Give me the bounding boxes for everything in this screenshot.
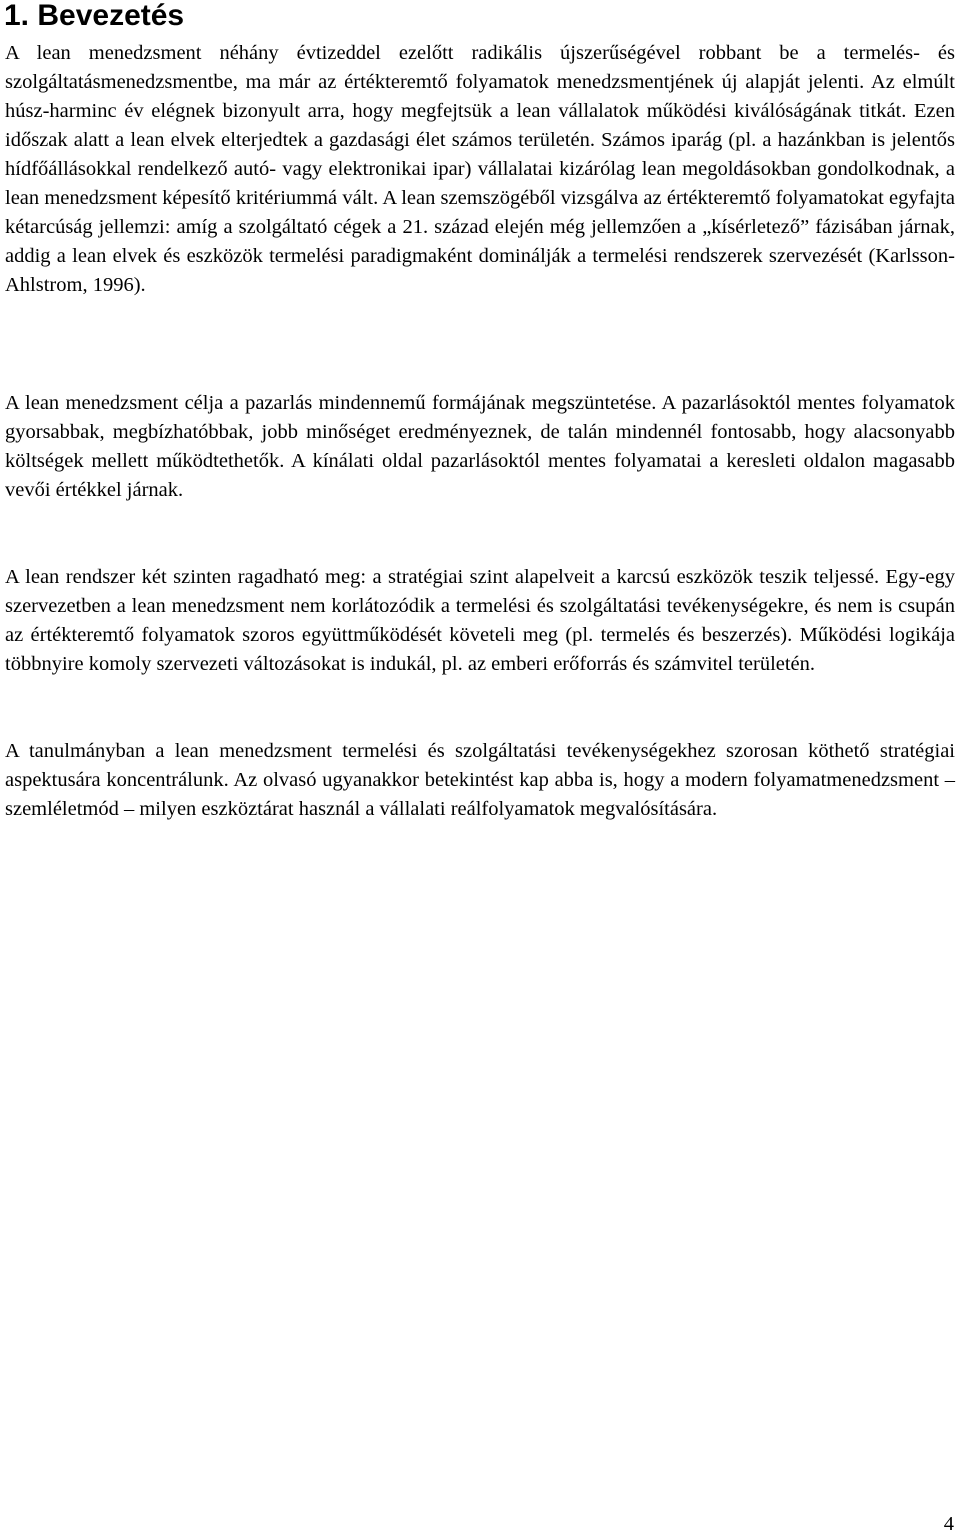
- paragraph-lean-system-levels: A lean rendszer két szinten ragadható meg: a stratégiai szint alapelveit a karcsú eszközök teszik teljessé. Egy-egy szervezetben a lean menedzsment nem korlátozódik a termelési és szolgáltatási tevékenységekre, és nem is csupán az értékteremtő folyamatok szoros együttműködését követeli meg (pl. termelés és beszerzés). Működési logikája többnyire komoly szervezeti változásokat is indukál, pl. az emberi erőforrás és számvitel területén.: [5, 566, 955, 675]
- section-heading: 1. Bevezetés: [4, 0, 185, 32]
- paragraph-study-focus: A tanulmányban a lean menedzsment termelési és szolgáltatási tevékenységekhez szorosan köthető stratégiai aspektusára koncentrálunk. Az olvasó ugyanakkor betekintést kap abba is, hogy a modern folyamatmenedzsment – szemléletmód – milyen eszköztárat használ a vállalati reálfolyamatok megvalósítására.: [5, 740, 955, 820]
- page-number: 4: [943, 1513, 954, 1535]
- paragraph-introduction: A lean menedzsment néhány évtizeddel ezelőtt radikális újszerűségével robbant be a termelés- és szolgáltatásmenedzsmentbe, ma már az értékteremtő folyamatok menedzsmentjének új alapját jelenti. Az elmúlt húsz-harminc év elégnek bizonyult arra, hogy megfejtsük a lean vállalatok működési kiválóságának titkát. Ezen időszak alatt a lean elvek elterjedtek a gazdasági élet számos területén. Számos iparág (pl. a hazánkban is jelentős hídfőállásokkal rendelkező autó- vagy elektronikai ipar) vállalatai kizárólag lean megoldásokban gondolkodnak, a lean menedzsment képesítő kritériummá vált. A lean szemszögéből vizsgálva az értékteremtő folyamatokat egyfajta kétarcúság jellemzi: amíg a szolgáltató cégek a 21. század elején még jellemzően a „kísérletező” fázisában járnak, addig a lean elvek és eszközök termelési paradigmaként dominálják a termelési rendszerek szervezését (Karlsson-Ahlstrom, 1996).: [5, 42, 955, 296]
- paragraph-lean-goal: A lean menedzsment célja a pazarlás mindennemű formájának megszüntetése. A pazarlásoktól mentes folyamatok gyorsabbak, megbízhatóbbak, jobb minőséget eredményeznek, de talán mindennél fontosabb, hogy alacsonyabb költségek mellett működtethetők. A kínálati oldal pazarlásoktól mentes folyamatai a keresleti oldalon magasabb vevői értékkel járnak.: [5, 392, 955, 501]
